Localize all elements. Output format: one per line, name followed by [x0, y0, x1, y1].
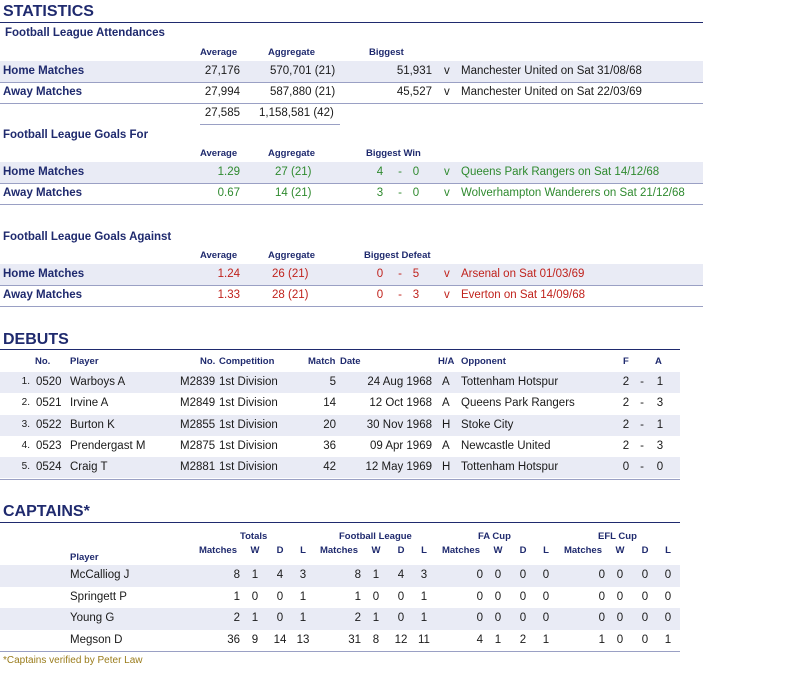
captains-cell-d: 4 — [276, 569, 284, 581]
ga-row-divider — [0, 306, 703, 307]
att-aggregate: 570,701 (21) — [270, 65, 336, 77]
att-total-aggregate: 1,158,581 (42) — [259, 107, 334, 119]
att-biggest: 51,931 — [396, 65, 432, 77]
captains-cell-matches: 8 — [233, 569, 240, 581]
captains-header-l: L — [300, 545, 306, 556]
captains-cell-l: 1 — [420, 612, 428, 624]
captains-cell-d: 0 — [397, 612, 405, 624]
debuts-header-ha: H/A — [438, 356, 455, 367]
captains-cell-matches: 0 — [598, 590, 605, 603]
ga-score-against: 3 — [412, 289, 420, 301]
ga-header-average: Average — [200, 250, 238, 261]
debuts-cell-match: 20 — [323, 418, 336, 431]
captains-cell-d: 0 — [276, 590, 284, 603]
debuts-cell-a: 0 — [656, 461, 664, 474]
ga-header-biggest: Biggest Defeat — [364, 250, 431, 261]
att-v: v — [444, 65, 450, 77]
captains-header-l: L — [421, 545, 427, 556]
debuts-cell-no: 0523 — [36, 439, 62, 452]
captains-cell-l: 1 — [664, 633, 672, 646]
debuts-cell-no: 0522 — [36, 418, 62, 431]
captains-header-d: D — [397, 545, 405, 556]
captains-cell-l: 1 — [299, 590, 307, 603]
gf-header-aggregate: Aggregate — [268, 148, 315, 159]
att-v: v — [444, 86, 450, 98]
captains-header-w: W — [250, 545, 260, 556]
gf-row-label: Away Matches — [3, 187, 83, 199]
att-header-biggest: Biggest — [369, 47, 404, 58]
debuts-header-player: Player — [70, 356, 99, 367]
att-average: 27,176 — [204, 65, 240, 77]
captains-header-l: L — [543, 545, 549, 556]
captains-header-matches: Matches — [563, 545, 602, 556]
captains-player: Springett P — [70, 590, 127, 603]
captains-cell-w: 1 — [251, 612, 259, 624]
ga-v: v — [444, 268, 450, 280]
ga-row-label: Away Matches — [3, 289, 83, 301]
gf-score-for: 3 — [376, 187, 384, 199]
debuts-header-competition: Competition — [219, 356, 275, 367]
captains-cell-d: 12 — [394, 633, 408, 646]
captains-group-eflcup: EFL Cup — [598, 531, 637, 542]
debuts-cell-date: 09 Apr 1969 — [369, 439, 432, 452]
att-header-average: Average — [200, 47, 238, 58]
captains-cell-l: 3 — [420, 569, 428, 581]
gf-score-dash: - — [398, 187, 402, 199]
captains-cell-l: 1 — [420, 590, 428, 603]
goals-against-title: Football League Goals Against — [3, 231, 172, 243]
debuts-cell-f: 0 — [622, 461, 630, 474]
debuts-header-a: A — [655, 356, 662, 367]
captains-cell-w: 0 — [494, 612, 502, 624]
captains-cell-w: 1 — [372, 612, 380, 624]
captains-cell-d: 0 — [397, 590, 405, 603]
captains-header-matches: Matches — [441, 545, 480, 556]
ga-score-for: 0 — [376, 289, 384, 301]
att-biggest: 45,527 — [396, 86, 432, 98]
captains-cell-matches: 8 — [354, 569, 361, 581]
gf-desc: Wolverhampton Wanderers on Sat 21/12/68 — [461, 187, 685, 199]
debuts-cell-match: 5 — [329, 376, 336, 388]
captains-cell-l: 11 — [418, 633, 430, 646]
debuts-row-divider — [0, 479, 680, 480]
captains-cell-w: 0 — [616, 633, 624, 646]
statistics-title: STATISTICS — [3, 3, 94, 20]
debuts-cell-ha: A — [442, 439, 450, 452]
debuts-cell-ha: H — [442, 461, 451, 474]
debuts-header-date: Date — [340, 356, 361, 367]
gf-score-against: 0 — [412, 166, 420, 178]
debuts-cell-mno: M2839 — [180, 376, 216, 388]
attendances-title: Football League Attendances — [5, 27, 165, 39]
ga-score-against: 5 — [412, 268, 420, 280]
captains-cell-l: 3 — [299, 569, 307, 581]
att-row-divider — [0, 82, 703, 83]
captains-cell-w: 0 — [616, 590, 624, 603]
debuts-cell-comp: 1st Division — [219, 439, 278, 452]
captains-cell-matches: 1 — [598, 633, 605, 646]
captains-header-d: D — [641, 545, 649, 556]
captains-cell-w: 0 — [616, 612, 624, 624]
captains-cell-matches: 0 — [476, 612, 483, 624]
gf-v: v — [444, 187, 450, 199]
ga-aggregate: 28 (21) — [272, 289, 309, 301]
captains-header-d: D — [276, 545, 284, 556]
captains-cell-matches: 4 — [476, 633, 483, 646]
gf-header-average: Average — [200, 148, 238, 159]
captains-cell-d: 4 — [397, 569, 405, 581]
debuts-cell-ha: H — [442, 418, 451, 431]
captains-cell-l: 0 — [542, 569, 550, 581]
debuts-cell-player: Warboys A — [70, 376, 126, 388]
captains-player: Megson D — [70, 633, 123, 646]
debuts-cell-a: 3 — [656, 439, 664, 452]
gf-score-dash: - — [398, 166, 402, 178]
captains-title: CAPTAINS* — [3, 503, 90, 520]
captains-cell-matches: 0 — [476, 569, 483, 581]
captains-cell-matches: 0 — [598, 569, 605, 581]
captains-header-w: W — [615, 545, 625, 556]
captains-cell-w: 9 — [251, 633, 259, 646]
debuts-cell-date: 12 Oct 1968 — [369, 397, 432, 410]
captains-cell-l: 0 — [664, 590, 672, 603]
captains-group-totals: Totals — [240, 531, 268, 542]
goals-for-title: Football League Goals For — [3, 129, 149, 141]
captains-player: McCalliog J — [70, 569, 130, 581]
gf-v: v — [444, 166, 450, 178]
captains-cell-d: 2 — [519, 633, 527, 646]
captains-header-matches: Matches — [198, 545, 237, 556]
debuts-cell-comp: 1st Division — [219, 376, 278, 388]
debuts-cell-match: 36 — [323, 439, 336, 452]
debuts-cell-player: Burton K — [70, 418, 115, 431]
debuts-cell-opp: Queens Park Rangers — [461, 397, 575, 410]
captains-cell-w: 1 — [372, 569, 380, 581]
ga-score-dash: - — [398, 268, 402, 280]
debuts-cell-a: 1 — [656, 376, 664, 388]
captains-cell-d: 0 — [641, 569, 649, 581]
debuts-cell-mno: M2875 — [180, 439, 216, 452]
captains-cell-d: 0 — [276, 612, 284, 624]
debuts-header-match-no: No. — [200, 356, 216, 367]
debuts-cell-comp: 1st Division — [219, 461, 278, 474]
captains-cell-d: 0 — [641, 612, 649, 624]
captains-cell-d: 0 — [641, 633, 649, 646]
captains-cell-l: 13 — [296, 633, 310, 646]
gf-score-against: 0 — [412, 187, 420, 199]
captains-cell-matches: 1 — [233, 590, 240, 603]
ga-row-home-band — [0, 264, 703, 285]
captains-cell-matches: 36 — [227, 633, 240, 646]
captains-cell-d: 0 — [519, 612, 527, 624]
captains-cell-d: 0 — [519, 590, 527, 603]
captains-cell-d: 14 — [273, 633, 287, 646]
debuts-cell-dash: - — [640, 461, 644, 474]
ga-row-divider — [0, 285, 703, 286]
ga-desc: Arsenal on Sat 01/03/69 — [461, 268, 585, 280]
debuts-cell-date: 30 Nov 1968 — [366, 418, 432, 431]
captains-player: Young G — [70, 612, 115, 624]
captains-cell-matches: 0 — [598, 612, 605, 624]
gf-row-label: Home Matches — [3, 166, 85, 178]
ga-row-label: Home Matches — [3, 268, 85, 280]
captains-cell-w: 0 — [616, 569, 624, 581]
debuts-cell-f: 2 — [622, 439, 630, 452]
gf-aggregate: 14 (21) — [275, 187, 312, 199]
statistics-rule — [0, 22, 703, 23]
debuts-cell-opp: Stoke City — [461, 418, 514, 431]
debuts-cell-mno: M2881 — [180, 461, 216, 474]
captains-group-league: Football League — [339, 531, 412, 542]
captains-header-l: L — [665, 545, 671, 556]
debuts-cell-no: 0520 — [36, 376, 62, 388]
gf-row-divider — [0, 183, 703, 184]
debuts-cell-dash: - — [640, 376, 644, 388]
gf-score-for: 4 — [376, 166, 384, 178]
debuts-header-match: Match — [308, 356, 336, 367]
att-row-divider — [0, 103, 703, 104]
captains-cell-w: 1 — [251, 569, 259, 581]
captains-cell-l: 1 — [542, 633, 550, 646]
debuts-cell-date: 12 May 1969 — [365, 461, 432, 474]
att-row-label: Home Matches — [3, 65, 85, 77]
captains-cell-w: 1 — [494, 633, 502, 646]
debuts-rule — [0, 349, 680, 350]
captains-cell-matches: 31 — [348, 633, 361, 646]
captains-cell-l: 1 — [299, 612, 307, 624]
captains-row-divider — [0, 651, 680, 652]
captains-cell-d: 0 — [519, 569, 527, 581]
ga-header-aggregate: Aggregate — [268, 250, 315, 261]
captains-header-player: Player — [70, 552, 99, 563]
debuts-cell-ha: A — [442, 397, 450, 410]
gf-desc: Queens Park Rangers on Sat 14/12/68 — [461, 166, 660, 178]
debuts-title: DEBUTS — [3, 331, 69, 348]
captains-group-facup: FA Cup — [478, 531, 511, 542]
debuts-cell-opp: Tottenham Hotspur — [461, 376, 559, 388]
debuts-cell-opp: Newcastle United — [461, 439, 551, 452]
debuts-cell-no: 0524 — [36, 461, 62, 474]
debuts-cell-ha: A — [442, 376, 450, 388]
debuts-cell-a: 1 — [656, 418, 664, 431]
att-desc: Manchester United on Sat 31/08/68 — [461, 65, 642, 77]
debuts-cell-f: 2 — [622, 397, 630, 410]
debuts-cell-player: Prendergast M — [70, 439, 146, 452]
captains-cell-matches: 2 — [354, 612, 361, 624]
att-desc: Manchester United on Sat 22/03/69 — [461, 86, 642, 98]
captains-header-matches: Matches — [319, 545, 358, 556]
captains-cell-d: 0 — [641, 590, 649, 603]
ga-v: v — [444, 289, 450, 301]
debuts-cell-a: 3 — [656, 397, 664, 410]
ga-average: 1.33 — [217, 289, 240, 301]
debuts-cell-opp: Tottenham Hotspur — [461, 461, 559, 474]
captains-footnote: *Captains verified by Peter Law — [3, 655, 143, 666]
debuts-cell-dash: - — [640, 418, 644, 431]
captains-cell-matches: 2 — [233, 612, 240, 624]
captains-cell-w: 8 — [372, 633, 380, 646]
captains-header-d: D — [519, 545, 527, 556]
debuts-cell-no: 0521 — [36, 397, 62, 410]
debuts-cell-idx: 5. — [21, 461, 30, 473]
ga-score-dash: - — [398, 289, 402, 301]
ga-score-for: 0 — [376, 268, 384, 280]
debuts-cell-idx: 3. — [21, 418, 30, 430]
captains-cell-matches: 0 — [476, 590, 483, 603]
debuts-cell-idx: 1. — [21, 376, 30, 387]
gf-average: 1.29 — [217, 166, 240, 178]
captains-rule — [0, 522, 680, 523]
debuts-cell-date: 24 Aug 1968 — [367, 376, 432, 388]
debuts-cell-f: 2 — [622, 376, 630, 388]
att-header-aggregate: Aggregate — [268, 47, 315, 58]
att-total-average: 27,585 — [204, 107, 240, 119]
debuts-header-no: No. — [35, 356, 51, 367]
att-total-divider — [200, 124, 340, 125]
debuts-cell-player: Irvine A — [70, 397, 109, 410]
ga-average: 1.24 — [217, 268, 240, 280]
captains-header-w: W — [493, 545, 503, 556]
captains-cell-l: 0 — [542, 612, 550, 624]
captains-cell-w: 0 — [372, 590, 380, 603]
debuts-cell-comp: 1st Division — [219, 397, 278, 410]
captains-cell-l: 0 — [664, 569, 672, 581]
debuts-cell-mno: M2855 — [180, 418, 216, 431]
ga-desc: Everton on Sat 14/09/68 — [461, 289, 586, 301]
debuts-cell-idx: 4. — [21, 439, 30, 451]
debuts-header-opponent: Opponent — [461, 356, 506, 367]
debuts-cell-f: 2 — [622, 418, 630, 431]
att-average: 27,994 — [204, 86, 240, 98]
captains-cell-w: 0 — [251, 590, 259, 603]
gf-aggregate: 27 (21) — [275, 166, 312, 178]
debuts-cell-mno: M2849 — [180, 397, 216, 410]
gf-header-biggest: Biggest Win — [366, 148, 421, 159]
debuts-cell-match: 42 — [323, 461, 336, 474]
gf-row-divider — [0, 204, 703, 205]
att-aggregate: 587,880 (21) — [270, 86, 336, 98]
captains-cell-w: 0 — [494, 590, 502, 603]
att-row-label: Away Matches — [3, 86, 83, 98]
debuts-header-f: F — [623, 356, 629, 367]
debuts-cell-match: 14 — [323, 397, 336, 410]
debuts-cell-dash: - — [640, 439, 644, 452]
captains-cell-matches: 1 — [354, 590, 361, 603]
captains-header-w: W — [371, 545, 381, 556]
gf-average: 0.67 — [217, 187, 240, 199]
captains-cell-l: 0 — [542, 590, 550, 603]
debuts-cell-idx: 2. — [21, 397, 30, 409]
debuts-cell-comp: 1st Division — [219, 418, 278, 431]
ga-aggregate: 26 (21) — [272, 268, 309, 280]
debuts-cell-player: Craig T — [70, 461, 108, 474]
debuts-cell-dash: - — [640, 397, 644, 410]
captains-cell-l: 0 — [664, 612, 672, 624]
captains-cell-w: 0 — [494, 569, 502, 581]
